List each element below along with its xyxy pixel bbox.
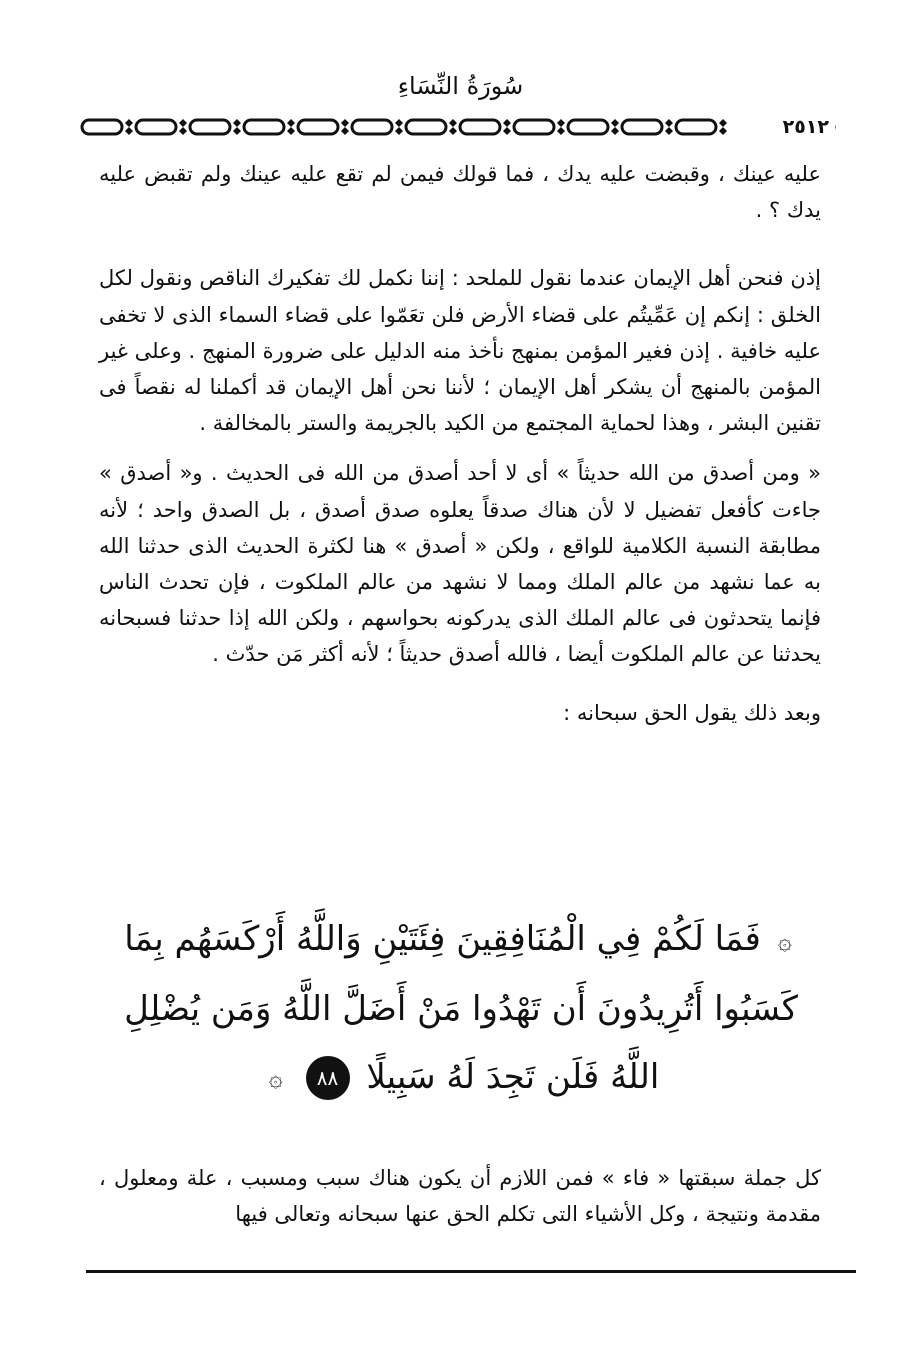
paragraph: إذن فنحن أهل الإيمان عندما نقول للملحد : إننا نكمل لك تفكيرك الناقص ونقول لكل الخلق : إنكم إن عَمِّيتُم على قضاء الأرض فلن تعَمّوا على قضاء السماء الذى لا تخفى عليه خافية . إذن فغير المؤمن بمنهج نأخذ منه الدليل على ضرورة المنهج . وعلى غير المؤمن بالمنهج أن يشكر أهل الإيمان ؛ لأننا نحن أهل الإيمان قد أكملنا له نقصاً فى تقنين البشر ، وهذا لحماية المجتمع من الكيد بالجريمة والستر بالمخالفة . xyxy=(99,266,821,436)
footer-rule xyxy=(86,1270,856,1273)
paragraph: وبعد ذلك يقول الحق سبحانه : xyxy=(563,700,821,725)
ayah-number-badge: ٨٨ xyxy=(306,1056,350,1100)
surah-title: سُورَةُ النِّسَاءِ xyxy=(397,72,524,100)
paragraph: عليه عينك ، وقبضت عليه يدك ، فما قولك فيمن لم تقع عليه عينك ولم تقبض عليه يدك ؟ . xyxy=(99,162,821,223)
quran-text: اللَّهُ فَلَن تَجِدَ لَهُ سَبِيلًا xyxy=(366,1056,660,1097)
paragraph: « ومن أصدق من الله حديثاً » أى لا أحد أصدق من الله فى الحديث . و« أصدق » جاءت كأفعل تفضيل لا لأن هناك صدقاً يعلوه صدق أصدق ، بل الصدق واحد ؛ لأنه مطابقة النسبة الكلامية للواقع ، ولكن « أصدق » هنا لكثرة الحديث الذى حدثنا الله به عما نشهد من عالم الملك ومما لا نشهد من عالم الملكوت ، فإن تحدث الناس فإنما يتحدثون فى عالم الملك الذى يدركونه بحواسهم ، ولكن الله إذا حدثنا فسبحانه يحدثنا عن عالم الملكوت أيضا ، فالله أصدق حديثاً ؛ لأنه أكثر مَن حدّث . xyxy=(99,461,821,667)
quran-text: فَمَا لَكُمْ فِي الْمُنَافِقِينَ فِئَتَيْنِ وَاللَّهُ أَرْكَسَهُم بِمَا xyxy=(124,919,761,959)
quran-text: كَسَبُوا أَتُرِيدُونَ أَن تَهْدُوا مَنْ أَضَلَّ اللَّهُ وَمَن يُضْلِلِ xyxy=(124,988,798,1029)
quran-line xyxy=(97,1043,825,1113)
body-text xyxy=(99,156,821,731)
ornament-close-icon: ۞ xyxy=(268,1064,283,1092)
header-ornament-rule xyxy=(78,114,838,140)
quran-line xyxy=(97,905,825,975)
ornament-open-icon: ۞ xyxy=(777,926,792,955)
page-number: ٢٥١٢ xyxy=(777,114,835,140)
bottom-text xyxy=(99,1160,821,1232)
quran-verse xyxy=(97,905,825,1112)
paragraph: كل جملة سبقتها « فاء » فمن اللازم أن يكون هناك سبب ومسبب ، علة ومعلول ، مقدمة ونتيجة ، وكل الأشياء التى تكلم الحق عنها سبحانه وتعالى فيها xyxy=(99,1166,821,1226)
quran-line xyxy=(97,975,825,1043)
